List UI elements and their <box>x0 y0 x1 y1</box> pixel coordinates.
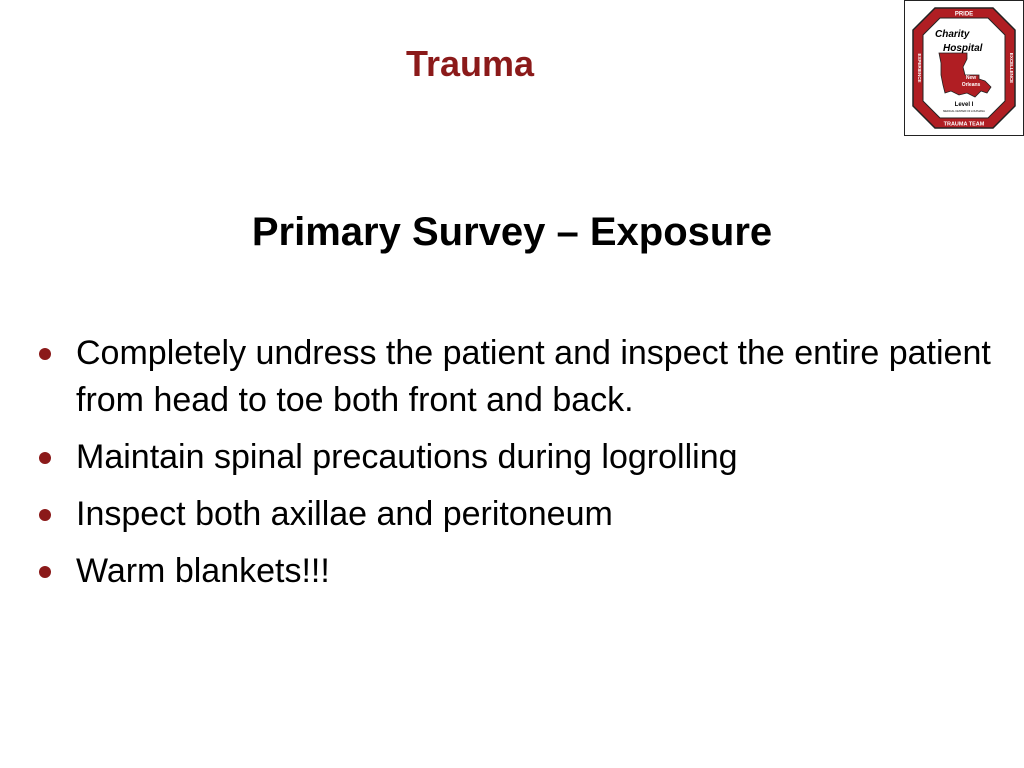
bullet-text: Maintain spinal precautions during logrolling <box>76 438 738 476</box>
logo-level: Level I <box>954 102 974 108</box>
bullet-dot-icon <box>39 566 51 578</box>
logo-bottom-text: TRAUMA TEAM <box>943 121 985 128</box>
logo-name-line2: Hospital <box>943 43 983 54</box>
charity-hospital-logo <box>904 0 1024 136</box>
logo-right-text: EXCELLENCE <box>1009 52 1014 84</box>
bullet-text: Inspect both axillae and peritoneum <box>76 495 613 533</box>
logo-name-line1: Charity <box>935 29 970 40</box>
logo-top-text: PRIDE <box>954 11 974 18</box>
logo-subtitle: MEDICAL CENTER OF LOUISIANA <box>943 110 985 113</box>
bullet-item <box>36 330 996 424</box>
slide-heading: Primary Survey – Exposure <box>251 210 773 254</box>
bullet-dot-icon <box>39 452 51 464</box>
bullet-dot-icon <box>39 348 51 360</box>
section-title: Trauma <box>405 43 535 84</box>
bullet-dot-icon <box>39 509 51 521</box>
bullet-item <box>36 548 996 595</box>
logo-city-line1: New <box>965 75 977 81</box>
logo-emblem <box>905 1 1023 135</box>
bullet-text: Completely undress the patient and inspect the entire patient from head to toe both front and back. <box>76 334 991 419</box>
logo-left-text: EXPERIENCE <box>917 53 922 83</box>
bullet-item <box>36 491 996 538</box>
logo-city-line2: Orleans <box>961 82 981 88</box>
bullet-text: Warm blankets!!! <box>76 552 330 590</box>
bullet-list <box>36 330 996 605</box>
bullet-item <box>36 434 996 481</box>
